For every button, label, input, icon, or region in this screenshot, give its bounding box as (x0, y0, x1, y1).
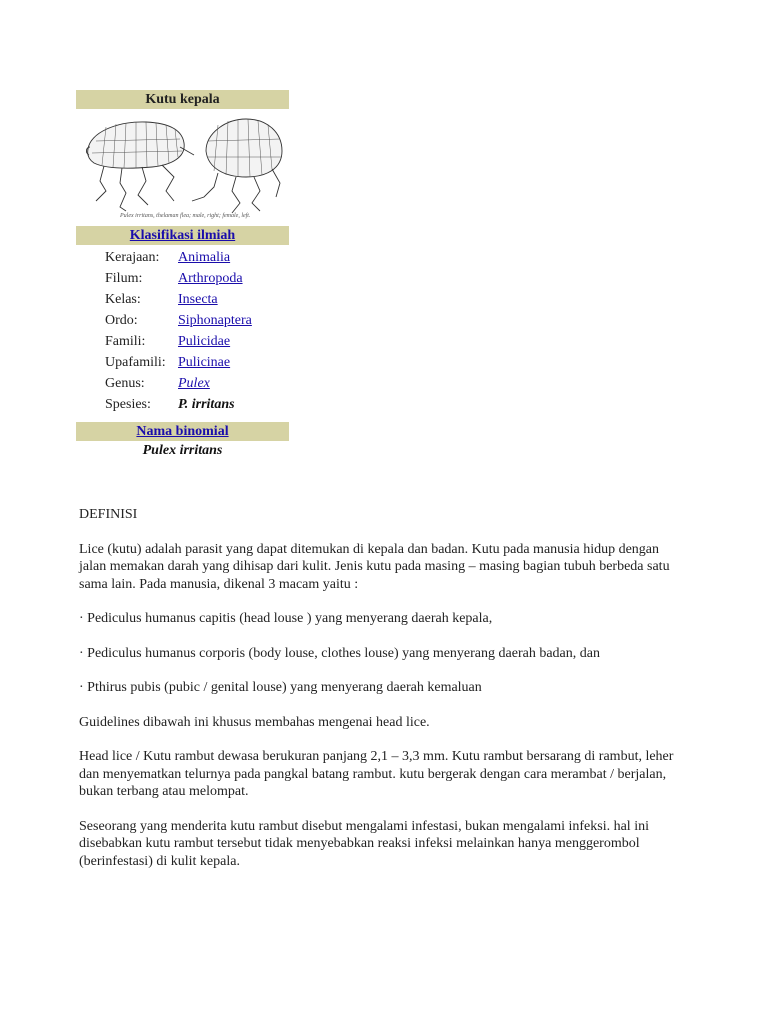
paragraph-head-lice: Head lice / Kutu rambut dewasa berukuran panjang 2,1 – 3,3 mm. Kutu rambut bersarang di rambut, leher dan menyematkan telurnya pada pangkal batang rambut. kutu bergerak dengan cara merambat / berjalan, bukan terbang atau melompat. (79, 749, 674, 799)
classification-table (76, 247, 289, 415)
taxon-link-animalia[interactable]: Animalia (178, 250, 231, 265)
table-row (76, 331, 289, 352)
flea-drawing-icon (76, 111, 289, 226)
taxobox-title: Kutu kepala (76, 90, 289, 109)
rank-label: Genus: (105, 376, 145, 391)
species-name: P. irritans (178, 397, 235, 412)
image-caption: Pulex irritans, thelaman flea; male, right; female, left. (120, 213, 251, 219)
table-row (76, 289, 289, 310)
section-heading: DEFINISI (79, 507, 138, 522)
paragraph-intro: Lice (kutu) adalah parasit yang dapat ditemukan di kepala dan badan. Kutu pada manusia hidup dengan jalan memakan darah yang dihisap dari kulit. Jenis kutu pada masing – masing bagian tubuh berbeda satu sama lain. Pada manusia, dikenal 3 macam yaitu : (79, 541, 670, 592)
taxon-link-pulicinae[interactable]: Pulicinae (178, 355, 231, 370)
list-item: · Pediculus humanus corporis (body louse, clothes louse) yang menyerang daerah badan, dan (79, 645, 600, 661)
rank-label: Upafamili: (105, 355, 166, 370)
rank-label: Kerajaan: (105, 250, 160, 265)
binomial-header (76, 422, 289, 441)
table-row (76, 268, 289, 289)
article-body (79, 506, 679, 887)
binomial-name: Pulex irritans (142, 443, 223, 458)
table-row (76, 247, 289, 268)
table-row (76, 352, 289, 373)
taxon-link-siphonaptera[interactable]: Siphonaptera (178, 313, 252, 328)
taxon-link-arthropoda[interactable]: Arthropoda (178, 271, 243, 286)
rank-label: Famili: (105, 334, 146, 349)
rank-label: Ordo: (105, 313, 138, 328)
table-row (76, 394, 289, 415)
table-row (76, 310, 289, 331)
taxon-link-pulicidae[interactable]: Pulicidae (178, 334, 231, 349)
classification-header (76, 226, 289, 245)
binomial-link[interactable]: Nama binomial (136, 424, 229, 439)
paragraph-infestation: Seseorang yang menderita kutu rambut disebut mengalami infestasi, bukan mengalami infeksi. hal ini disebabkan kutu rambut tersebut tidak menyebabkan reaksi infeksi melainkan hanya menggerombol (berinfestasi) di kulit kepala. (79, 818, 649, 869)
table-row (76, 373, 289, 394)
list-item: · Pediculus humanus capitis (head louse ) yang menyerang daerah kepala, (79, 611, 493, 626)
rank-label: Kelas: (105, 292, 141, 307)
flea-illustration (76, 109, 289, 226)
taxon-link-pulex[interactable]: Pulex (178, 376, 210, 391)
classification-link[interactable]: Klasifikasi ilmiah (129, 228, 236, 243)
list-item: · Pthirus pubis (pubic / genital louse) yang menyerang daerah kemaluan (79, 680, 482, 695)
taxon-link-insecta[interactable]: Insecta (178, 292, 218, 307)
taxobox (76, 90, 289, 461)
paragraph-guidelines: Guidelines dibawah ini khusus membahas mengenai head lice. (79, 714, 430, 730)
rank-label: Filum: (105, 271, 143, 286)
rank-label: Spesies: (105, 397, 151, 412)
